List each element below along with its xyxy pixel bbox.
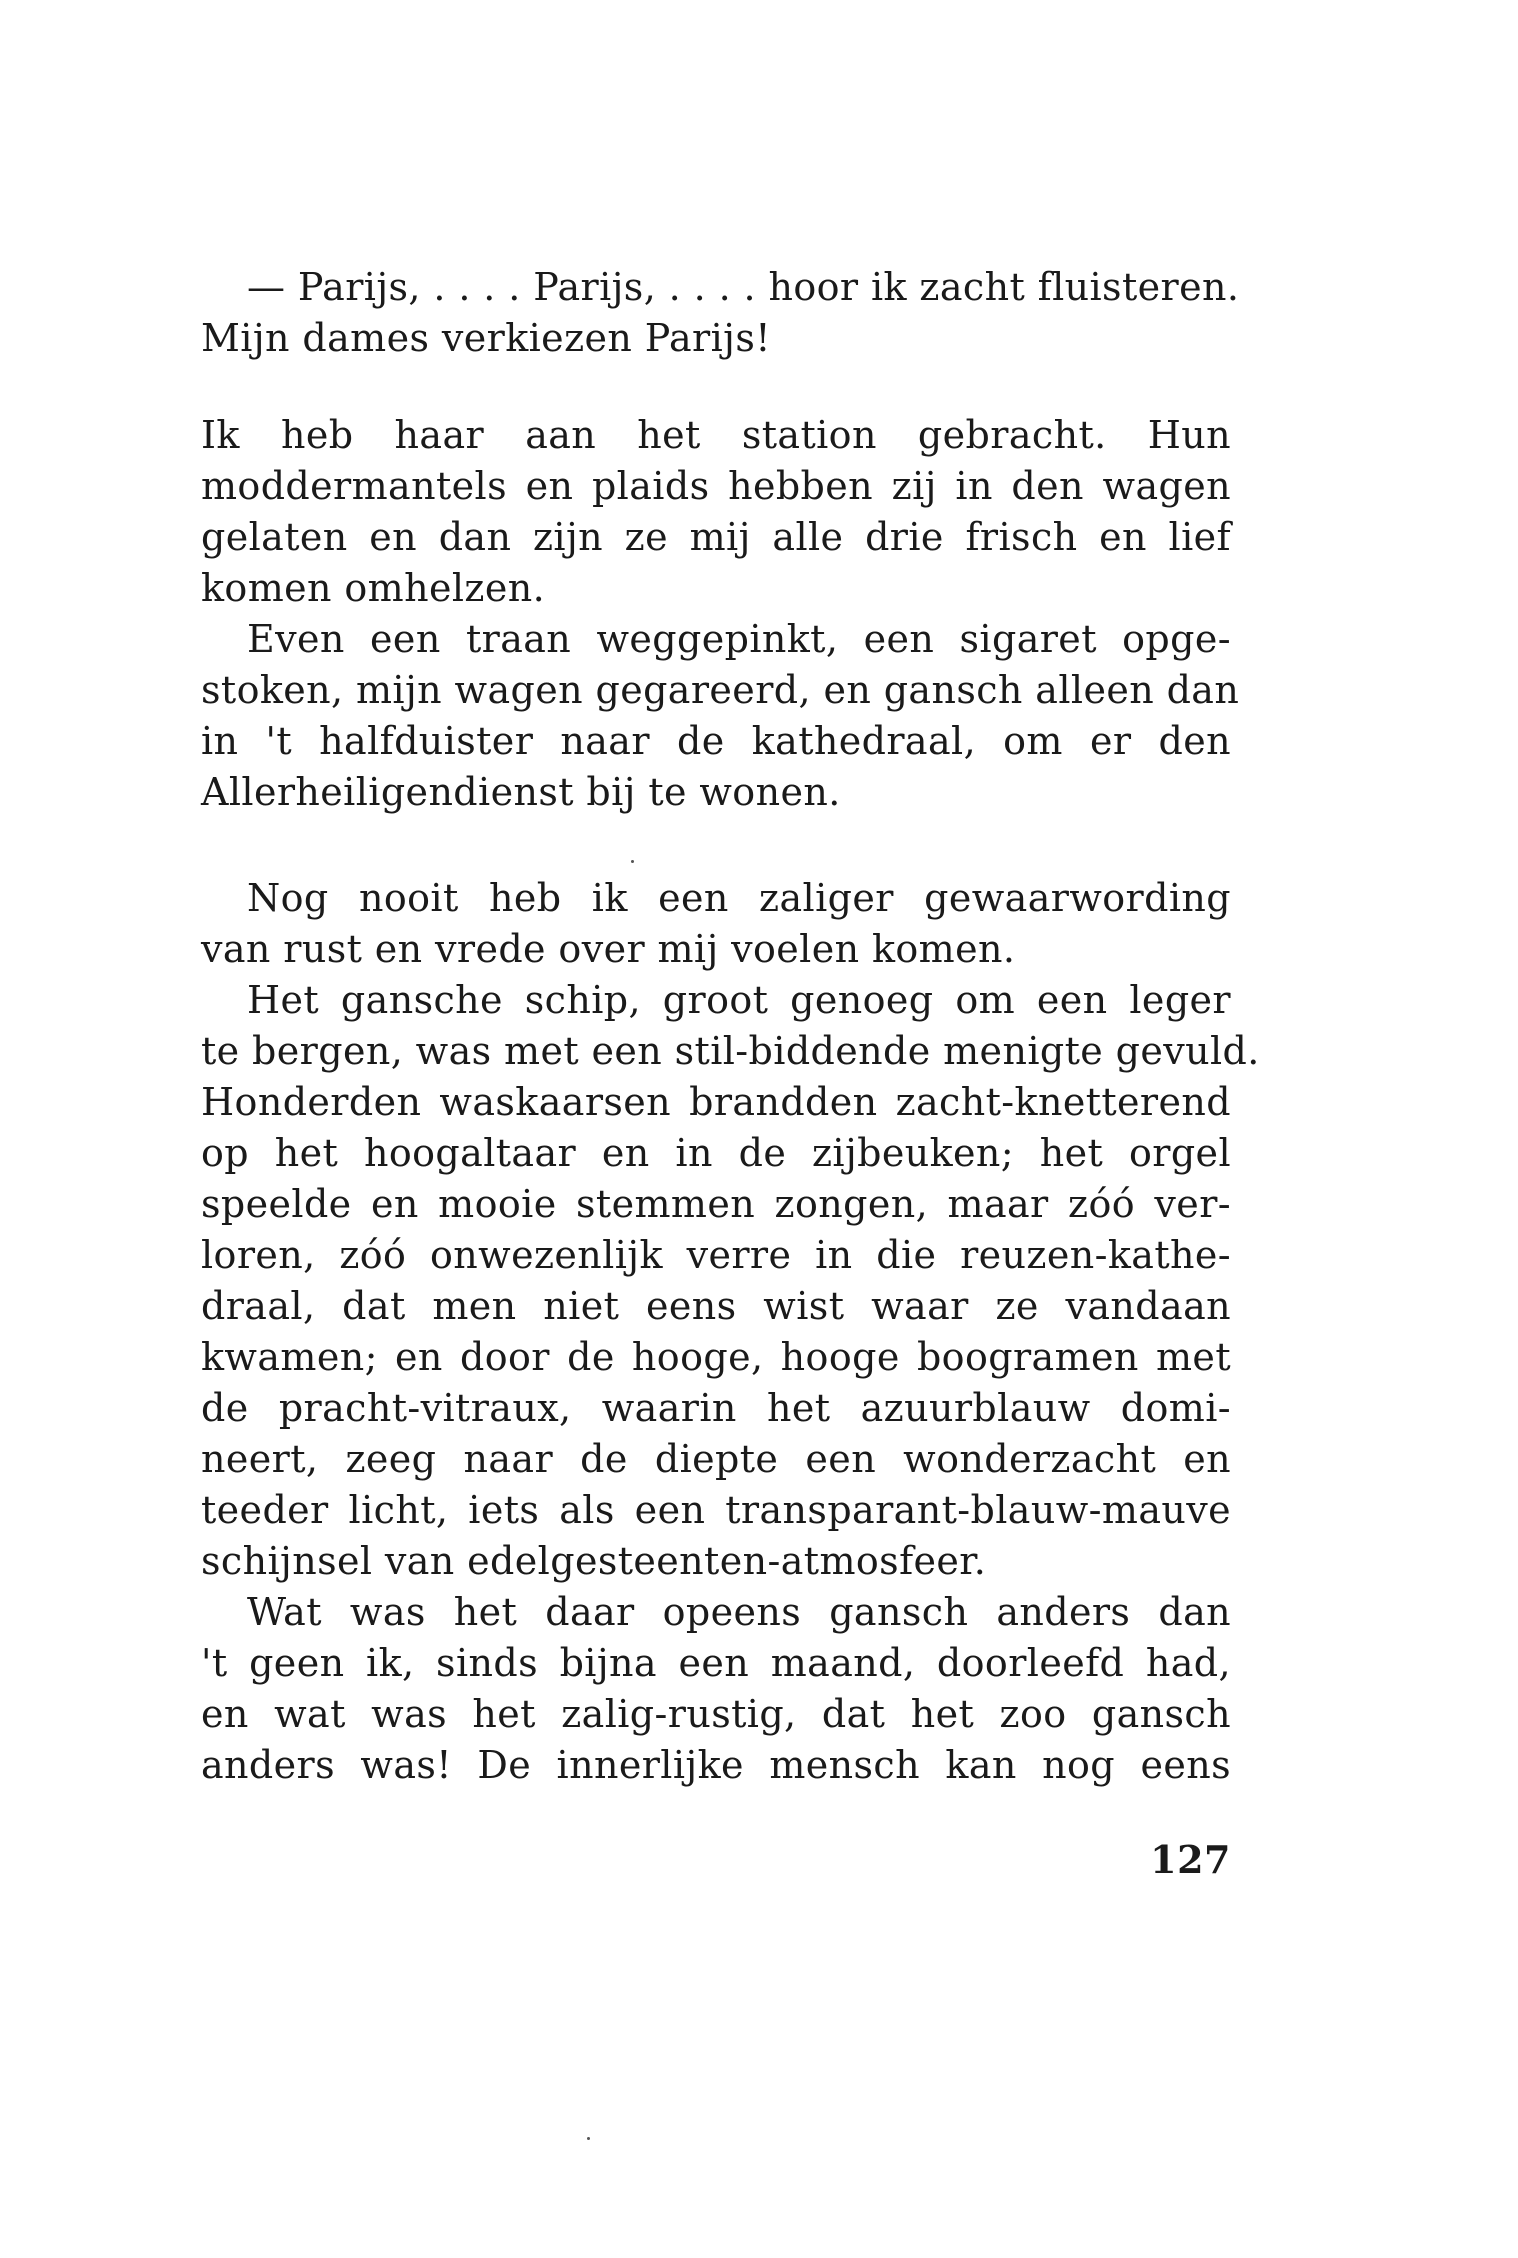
print-speck [631,860,634,863]
text-line: anders was! De innerlijke mensch kan nog eens [201,1743,1231,1787]
print-speck [587,2137,590,2140]
text-line: Ik heb haar aan het station gebracht. Hun [201,413,1231,457]
page-number: 127 [1150,1837,1231,1882]
text-line: te bergen, was met een stil-biddende menigte gevuld. [201,1029,1260,1073]
text-line: moddermantels en plaids hebben zij in den wagen [201,464,1231,508]
text-line: kwamen; en door de hooge, hooge boogramen met [201,1335,1231,1379]
text-line: stoken, mijn wagen gegareerd, en gansch alleen dan [201,668,1240,712]
text-line: gelaten en dan zijn ze mij alle drie frisch en lief [201,515,1231,559]
text-line: in 't halfduister naar de kathedraal, om er den [201,719,1231,763]
text-block-opening [201,262,1240,364]
text-line: 't geen ik, sinds bijna een maand, doorleefd had, [201,1641,1231,1685]
text-line: Even een traan weggepinkt, een sigaret opge- [247,617,1231,661]
text-line: schijnsel van edelgesteenten-atmosfeer. [201,1539,987,1583]
text-line: teeder licht, iets als een transparant-blauw-mauve [201,1488,1231,1532]
text-block-station [201,410,1240,818]
text-line: en wat was het zalig-rustig, dat het zoo gansch [201,1692,1231,1736]
text-line: loren, zóó onwezenlijk verre in die reuzen-kathe- [201,1233,1231,1277]
text-line: van rust en vrede over mij voelen komen. [201,927,1016,971]
text-line: Het gansche schip, groot genoeg om een leger [247,978,1231,1022]
text-line: komen omhelzen. [201,566,546,610]
text-line: — Parijs, . . . . Parijs, . . . . hoor ik zacht fluisteren. [247,265,1240,309]
text-line: Mijn dames verkiezen Parijs! [201,316,771,360]
text-line: Honderden waskaarsen brandden zacht-knetterend [201,1080,1231,1124]
text-line: draal, dat men niet eens wist waar ze vandaan [201,1284,1231,1328]
text-line: de pracht-vitraux, waarin het azuurblauw domi- [201,1386,1231,1430]
text-block-cathedral [201,873,1260,1791]
text-line: op het hoogaltaar en in de zijbeuken; het orgel [201,1131,1231,1175]
text-line: Nog nooit heb ik een zaliger gewaarwording [247,876,1231,920]
text-line: Allerheiligendienst bij te wonen. [201,770,841,814]
text-line: Wat was het daar opeens gansch anders dan [247,1590,1231,1634]
text-line: speelde en mooie stemmen zongen, maar zóó ver- [201,1182,1231,1226]
text-line: neert, zeeg naar de diepte een wonderzacht en [201,1437,1231,1481]
